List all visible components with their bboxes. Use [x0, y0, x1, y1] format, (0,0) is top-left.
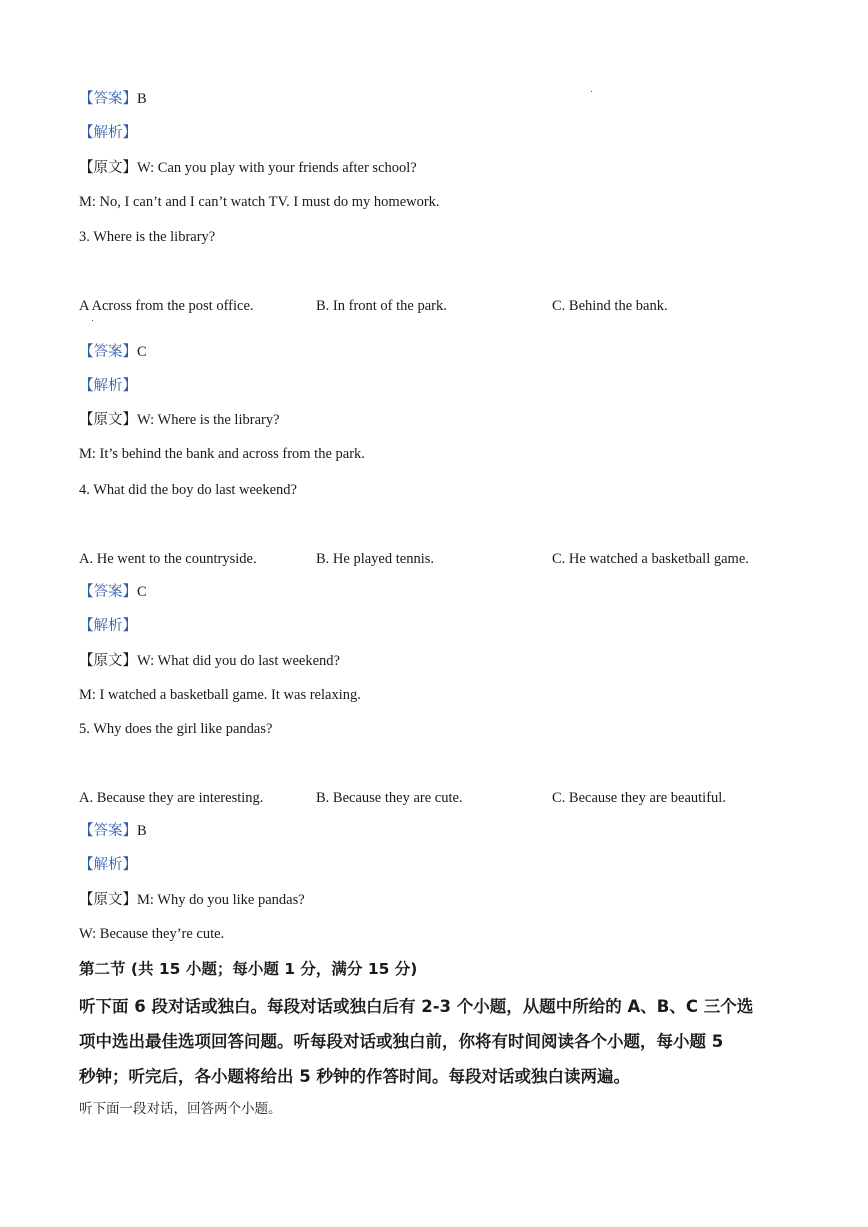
original-label: 【原文】: [79, 892, 137, 908]
answer-line-q2: [79, 89, 147, 109]
option-a-q3: A Across from the post office.: [79, 298, 254, 314]
answer-value: B: [137, 91, 147, 107]
instruction-line-2: 项中选出最佳选项回答问题。听每段对话或独白前，你将有时间阅读各个小题，每小题 5: [79, 1032, 724, 1051]
option-c-q3: C. Behind the bank.: [552, 298, 668, 314]
answer-label: 【答案】: [79, 823, 137, 839]
sub-instruction: 听下面一段对话，回答两个小题。: [79, 1101, 282, 1117]
answer-line-q3: [79, 342, 147, 362]
question-q3: 3. Where is the library?: [79, 229, 216, 245]
answer-label: 【答案】: [79, 584, 137, 600]
question-q4: 4. What did the boy do last weekend?: [79, 482, 297, 498]
option-b-q5: B. Because they are cute.: [316, 790, 463, 806]
answer-line-q5: [79, 821, 147, 841]
original-line-q2: [79, 158, 417, 178]
analysis-line-q4: [79, 616, 137, 636]
original-label: 【原文】: [79, 412, 137, 428]
transcript-line-q3: M: It’s behind the bank and across from the park.: [79, 446, 365, 462]
transcript-line-q4: M: I watched a basketball game. It was relaxing.: [79, 687, 361, 703]
option-c-q5: C. Because they are beautiful.: [552, 790, 726, 806]
instruction-line-3: 秒钟；听完后，各小题将给出 5 秒钟的作答时间。每段对话或独白读两遍。: [79, 1067, 630, 1086]
transcript-line-q2: M: No, I can’t and I can’t watch TV. I must do my homework.: [79, 194, 440, 210]
answer-label: 【答案】: [79, 91, 137, 107]
original-line-q4: [79, 651, 340, 671]
original-label: 【原文】: [79, 653, 137, 669]
analysis-label: 【解析】: [79, 857, 137, 873]
section-heading: 第二节 (共 15 小题；每小题 1 分，满分 15 分): [79, 960, 418, 978]
question-q5: 5. Why does the girl like pandas?: [79, 721, 273, 737]
original-text: W: Where is the library?: [137, 412, 280, 428]
option-a-q5: A. Because they are interesting.: [79, 790, 264, 806]
original-text: W: What did you do last weekend?: [137, 653, 340, 669]
original-line-q5: [79, 890, 305, 910]
answer-line-q4: [79, 582, 147, 602]
option-b-q3: B. In front of the park.: [316, 298, 447, 314]
original-text: W: Can you play with your friends after school?: [137, 160, 417, 176]
option-a-q4: A. He went to the countryside.: [79, 551, 257, 567]
analysis-line-q2: [79, 123, 137, 143]
instruction-line-1: 听下面 6 段对话或独白。每段对话或独白后有 2-3 个小题，从题中所给的 A、B、C 三个选: [79, 997, 754, 1016]
transcript-line-q5: W: Because they’re cute.: [79, 926, 225, 942]
scan-speck: [92, 320, 93, 321]
answer-value: C: [137, 584, 147, 600]
option-b-q4: B. He played tennis.: [316, 551, 434, 567]
answer-value: B: [137, 823, 147, 839]
analysis-line-q3: [79, 376, 137, 396]
original-label: 【原文】: [79, 160, 137, 176]
option-c-q4: C. He watched a basketball game.: [552, 551, 749, 567]
analysis-label: 【解析】: [79, 378, 137, 394]
analysis-label: 【解析】: [79, 125, 137, 141]
original-text: M: Why do you like pandas?: [137, 892, 305, 908]
original-line-q3: [79, 410, 280, 430]
scan-speck: [591, 91, 592, 92]
answer-label: 【答案】: [79, 344, 137, 360]
analysis-label: 【解析】: [79, 618, 137, 634]
analysis-line-q5: [79, 855, 137, 875]
answer-value: C: [137, 344, 147, 360]
